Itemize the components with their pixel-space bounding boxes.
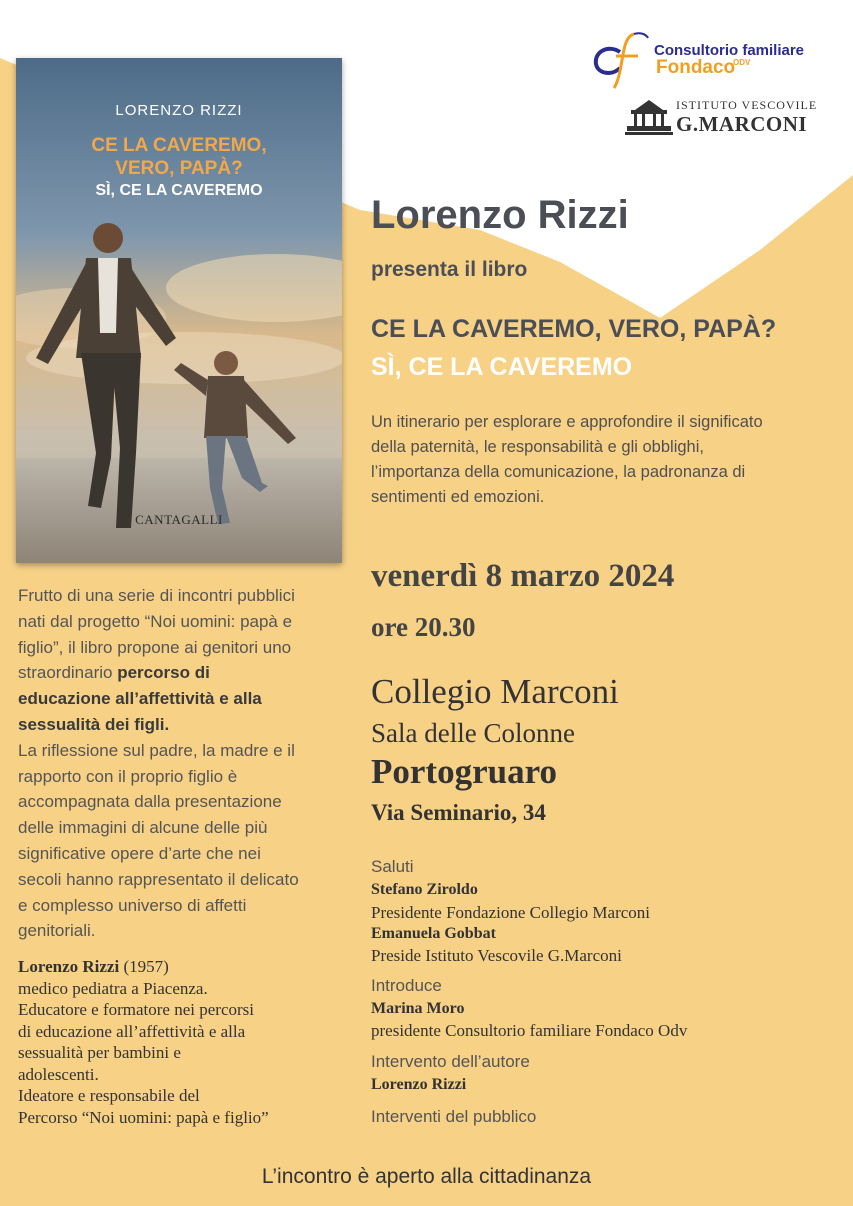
event-address: Via Seminario, 34 bbox=[371, 800, 546, 825]
book-description bbox=[18, 583, 346, 944]
marconi-logo-line1: ISTITUTO VESCOVILE bbox=[676, 98, 818, 112]
description-line: secoli hanno rappresentato il delicato bbox=[18, 869, 299, 889]
bio-year: (1957) bbox=[123, 957, 169, 976]
bio-line: adolescenti. bbox=[18, 1064, 99, 1084]
description-line bbox=[18, 712, 346, 738]
description-line: genitoriali. bbox=[18, 921, 96, 941]
description-line: Frutto di una serie di incontri pubblici bbox=[18, 586, 295, 605]
description-line: delle immagini di alcune delle più bbox=[18, 818, 268, 838]
description-line: significative opere d’arte che nei bbox=[18, 843, 261, 863]
greetings-label: Saluti bbox=[371, 857, 414, 876]
description-line: figlio”, il libro propone ai genitori uno bbox=[18, 637, 292, 657]
description-line: rapporto con il proprio figlio è bbox=[18, 766, 238, 786]
description-bold: percorso di bbox=[117, 663, 210, 683]
fondaco-logo-suffix: ODV bbox=[733, 58, 751, 67]
speaker-role: presidente Consultorio familiare Fondaco Odv bbox=[371, 1021, 688, 1040]
intro-line: della paternità, le responsabilità e gli obblighi, bbox=[371, 438, 704, 456]
marconi-logo-line2: G.MARCONI bbox=[676, 112, 808, 136]
description-line bbox=[18, 660, 346, 686]
author-bio bbox=[18, 956, 348, 1128]
footer-note: L’incontro è aperto alla cittadinanza bbox=[261, 1165, 592, 1188]
bio-line: sessualità per bambini e bbox=[18, 1043, 181, 1062]
speaker-name: Lorenzo Rizzi bbox=[371, 1076, 467, 1093]
intro-line: l’importanza della comunicazione, la padronanza di bbox=[371, 463, 746, 481]
book-title: CE LA CAVEREMO, VERO, PAPÀ? bbox=[371, 315, 777, 343]
bio-line: Percorso “Noi uomini: papà e figlio” bbox=[18, 1107, 269, 1127]
speaker-name: Marina Moro bbox=[371, 1000, 465, 1017]
cover-publisher: CANTAGALLI bbox=[135, 512, 223, 527]
bio-line: Educatore e formatore nei percorsi bbox=[18, 1000, 254, 1019]
bio-line: di educazione all’affettività e alla bbox=[18, 1021, 246, 1041]
description-line: e complesso universo di affetti bbox=[18, 895, 247, 915]
public-label: Interventi del pubblico bbox=[371, 1107, 537, 1126]
description-line: accompagnata dalla presentazione bbox=[18, 792, 282, 812]
description-line: La riflessione sul padre, la madre e il bbox=[18, 740, 295, 760]
event-time: ore 20.30 bbox=[371, 612, 476, 642]
speaker-role: Presidente Fondazione Collegio Marconi bbox=[371, 903, 651, 922]
cover-title-line1: CE LA CAVEREMO, bbox=[91, 135, 267, 156]
intro-line: sentimenti ed emozioni. bbox=[371, 488, 545, 506]
event-city: Portogruaro bbox=[371, 752, 557, 791]
description-bold: educazione all’affettività e alla bbox=[18, 689, 262, 709]
bio-name: Lorenzo Rizzi bbox=[18, 957, 120, 976]
cover-subtitle: SÌ, CE LA CAVEREMO bbox=[95, 182, 263, 199]
event-venue: Collegio Marconi bbox=[371, 672, 619, 711]
bio-line: Ideatore e responsabile del bbox=[18, 1086, 200, 1105]
bio-line bbox=[18, 956, 348, 978]
book-subtitle: SÌ, CE LA CAVEREMO bbox=[371, 353, 633, 381]
intro-paragraph bbox=[371, 410, 841, 510]
description-bold: sessualità dei figli. bbox=[18, 714, 170, 734]
speaker-role: Preside Istituto Vescovile G.Marconi bbox=[371, 946, 622, 965]
event-room: Sala delle Colonne bbox=[371, 718, 575, 748]
intro-line: Un itinerario per esplorare e approfondire il significato bbox=[371, 413, 763, 431]
description-line bbox=[18, 686, 346, 712]
speaker-name: Emanuela Gobbat bbox=[371, 925, 496, 942]
presents-label: presenta il libro bbox=[371, 258, 528, 281]
book-cover bbox=[16, 58, 342, 563]
description-line: nati dal progetto “Noi uomini: papà e bbox=[18, 611, 293, 631]
cover-author: LORENZO RIZZI bbox=[115, 102, 243, 119]
building-colonnade-icon bbox=[625, 96, 673, 136]
fondaco-logo-line1: Consultorio familiare bbox=[654, 42, 805, 59]
description-text: straordinario bbox=[18, 663, 118, 683]
fondaco-logo-line2: Fondaco bbox=[656, 57, 736, 78]
author-talk-label: Intervento dell’autore bbox=[371, 1052, 530, 1071]
introduces-label: Introduce bbox=[371, 976, 442, 995]
cover-title bbox=[16, 134, 342, 180]
speaker-name: Stefano Ziroldo bbox=[371, 881, 478, 898]
bio-line: medico pediatra a Piacenza. bbox=[18, 978, 208, 998]
cf-monogram-icon bbox=[590, 30, 652, 90]
author-heading: Lorenzo Rizzi bbox=[371, 193, 629, 237]
event-date: venerdì 8 marzo 2024 bbox=[371, 558, 675, 594]
cover-title-line2: VERO, PAPÀ? bbox=[115, 158, 243, 179]
